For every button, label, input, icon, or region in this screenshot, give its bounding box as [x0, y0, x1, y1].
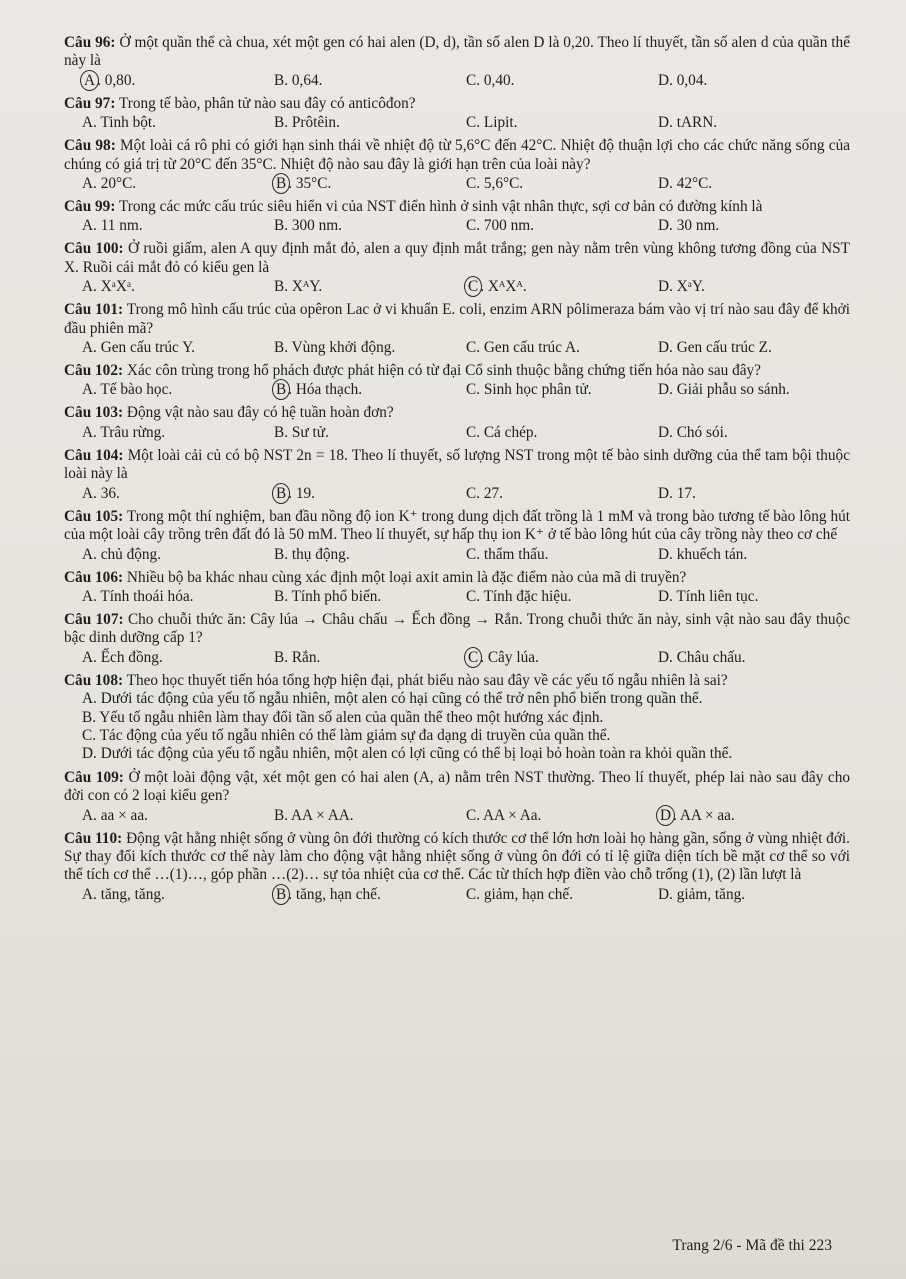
answer-option-text: B. XᴬY.: [274, 278, 323, 296]
question-text: Ở ruồi giấm, alen A quy định mắt đỏ, alen a quy định mắt trắng; gen này nằm trên vùng không tương đồng của NST X. Ruồi cái mắt đỏ có kiểu gen là: [64, 240, 850, 276]
question-stem: [64, 447, 850, 484]
question-stem: [64, 34, 850, 71]
answer-option-text: D. giảm, tăng.: [658, 885, 746, 903]
answer-option-text: B . 35°C.: [274, 175, 331, 192]
answer-option-text: D. 30 nm.: [658, 217, 720, 235]
answer-option-text: A. 20°C.: [82, 175, 137, 193]
answer-option: [274, 545, 466, 564]
hand-drawn-circle-mark: B: [272, 483, 290, 504]
answer-option-text: B. Rắn.: [274, 648, 321, 666]
answer-option: [82, 885, 274, 904]
answer-options: [64, 484, 850, 503]
question-number: Câu 109:: [64, 768, 124, 786]
answer-option-text: B. thụ động.: [274, 545, 350, 563]
answer-option: [466, 423, 658, 442]
answer-option-text: B . Hóa thạch.: [274, 381, 362, 398]
answer-option-text: C. Gen cấu trúc A.: [466, 339, 580, 357]
answer-option: [466, 71, 658, 90]
question-text: Cho chuỗi thức ăn: Cây lúa → Châu chấu → Ếch đồng → Rắn. Trong chuỗi thức ăn này, sinh vật nào sau đây thuộc bậc dinh dưỡng cấp 1?: [64, 610, 851, 647]
question-block: [64, 198, 850, 235]
question-text: Một loài cải củ có bộ NST 2n = 18. Theo lí thuyết, số lượng NST trong một tế bào sinh dưỡng của thể tam bội thuộc loài này là: [64, 446, 850, 483]
question-text: Ở một quần thể cà chua, xét một gen có hai alen (D, d), tần số alen D là 0,20. Theo lí thuyết, tần số alen d của quần thể này là: [64, 34, 850, 70]
answer-option-text: D. Châu chấu.: [658, 648, 746, 666]
answer-option-text: B. Prôtêin.: [274, 114, 340, 132]
answer-option-text: C. Sinh học phân tử.: [466, 381, 592, 399]
question-number: Câu 98:: [64, 137, 116, 155]
question-number: Câu 101:: [64, 301, 124, 319]
question-stem: [64, 137, 850, 174]
question-stem: [64, 95, 850, 113]
question-number: Câu 108:: [64, 671, 124, 689]
answer-option-text: D. Tính liên tục.: [658, 587, 759, 605]
hand-drawn-circle-mark: C: [464, 647, 482, 668]
hand-drawn-circle-mark: A: [80, 70, 99, 91]
question-block: [64, 34, 850, 90]
answer-option-text: B . 19.: [274, 485, 315, 502]
answer-options: [64, 338, 850, 357]
answer-option-text: B. Tính phổ biến.: [274, 587, 382, 605]
answer-option: [658, 885, 850, 904]
answer-option: [658, 806, 850, 825]
answer-option-text: C. Cá chép.: [466, 423, 538, 441]
hand-drawn-circle-mark: C: [464, 276, 482, 297]
question-text: Động vật nào sau đây có hệ tuần hoàn đơn?: [126, 404, 394, 422]
hand-drawn-circle-mark: B: [272, 173, 290, 194]
answer-option: [82, 484, 274, 503]
answer-option-text: A. Trâu rừng.: [82, 423, 166, 441]
question-number: Câu 102:: [64, 362, 124, 380]
answer-option-text: C . Cây lúa.: [466, 649, 539, 666]
question-number: Câu 97:: [64, 94, 116, 112]
answer-option-text: A. XᵃXᵃ.: [82, 278, 135, 296]
answer-option: [658, 484, 850, 503]
answer-option: [658, 277, 850, 296]
answer-options: [64, 174, 850, 193]
answer-option-text: C. 0,40.: [466, 71, 515, 89]
answer-option: [658, 587, 850, 606]
answer-option: [274, 885, 466, 904]
answer-option: [274, 113, 466, 132]
question-text: Ở một loài động vật, xét một gen có hai alen (A, a) nằm trên NST thường. Theo lí thuyết, phép lai nào sau đây cho đời con có 2 loại kiểu gen?: [64, 768, 851, 805]
question-number: Câu 110:: [64, 829, 123, 847]
answer-option: [466, 587, 658, 606]
answer-option: [82, 216, 274, 235]
question-number: Câu 104:: [64, 446, 124, 464]
answer-option: [466, 648, 658, 667]
answer-option-text: D. 42°C.: [658, 175, 713, 193]
answer-option: [274, 338, 466, 357]
question-stem: [64, 611, 850, 648]
answer-options: [64, 277, 850, 296]
answer-option: [658, 71, 850, 90]
question-text: Trong mô hình cấu trúc của opêron Lac ở vi khuẩn E. coli, enzim ARN pôlimeraza bám vào vị trí nào sau đây để khởi đầu phiên mã?: [64, 301, 850, 337]
question-text: Động vật hằng nhiệt sống ở vùng ôn đới thường có kích thước cơ thể lớn hơn loài họ hàng gần, sống ở vùng nhiệt đới. Sự thay đổi kích thước cơ thể này làm cho động vật hằng nhiệt sống ở vùng ôn đới có tỉ lệ giữa diện tích bề mặt cơ thể so với thể tích cơ thể …(1)…, góp phần …(2)… sự tỏa nhiệt của cơ thể. Các từ thích hợp điền vào chỗ trống (1), (2) lần lượt là: [64, 829, 850, 884]
answer-option: [466, 113, 658, 132]
answer-option: [658, 423, 850, 442]
answer-option-text: A. 36.: [82, 484, 120, 502]
answer-option-text: D. tARN.: [658, 114, 718, 132]
answer-option-text: B. Sư tử.: [274, 423, 329, 441]
answer-option: [658, 113, 850, 132]
question-text: Nhiều bộ ba khác nhau cùng xác định một loại axit amin là đặc điểm nào của mã di truyền?: [126, 568, 687, 586]
answer-option-text: C. 5,6°C.: [466, 175, 524, 193]
question-text: Trong tế bào, phân tử nào sau đây có anticôđon?: [118, 94, 416, 112]
answer-option: [82, 380, 274, 399]
answer-options: [64, 423, 850, 442]
answer-option: [466, 216, 658, 235]
answer-option-text: B. Vùng khởi động.: [274, 339, 396, 357]
answer-options: [64, 885, 850, 904]
answer-option-text: D. 0,04.: [658, 71, 708, 89]
question-text: Theo học thuyết tiến hóa tổng hợp hiện đại, phát biểu nào sau đây về các yếu tố ngẫu nhiên là sai?: [126, 671, 728, 689]
answer-option: [274, 423, 466, 442]
answer-option: [658, 338, 850, 357]
answer-option-text: B. AA × AA.: [274, 806, 354, 824]
question-block: [64, 672, 850, 764]
answer-option: [658, 216, 850, 235]
answer-options: [64, 113, 850, 132]
question-number: Câu 103:: [64, 404, 124, 422]
question-number: Câu 107:: [64, 610, 124, 628]
question-list: [64, 34, 850, 904]
question-stem: [64, 569, 850, 587]
answer-option-text: A. 11 nm.: [82, 217, 143, 235]
answer-option: [82, 71, 274, 90]
answer-option-text: D. XᵃY.: [658, 278, 705, 296]
answer-option: [466, 806, 658, 825]
question-block: [64, 137, 850, 193]
answer-option-text: A. chủ động.: [82, 545, 162, 563]
answer-option: [82, 648, 274, 667]
answer-option-text: A. Tế bào học.: [82, 381, 173, 399]
question-number: Câu 105:: [64, 507, 124, 525]
answer-option-text: A. Tinh bột.: [82, 114, 156, 132]
hand-drawn-circle-mark: B: [272, 884, 290, 905]
question-block: [64, 508, 850, 564]
answer-option: [274, 587, 466, 606]
question-number: Câu 96:: [64, 34, 116, 51]
question-block: [64, 569, 850, 606]
answer-option: [274, 648, 466, 667]
answer-option-text: D. 17.: [658, 484, 696, 502]
answer-option-text: C. giảm, hạn chế.: [466, 885, 574, 903]
question-number: Câu 106:: [64, 568, 124, 586]
answer-option: [82, 806, 274, 825]
answer-option-text: D. Chó sói.: [658, 423, 728, 441]
question-stem: [64, 672, 850, 690]
answer-options: [64, 71, 850, 90]
question-block: [64, 240, 850, 296]
answer-option: [274, 484, 466, 503]
answer-option: [82, 174, 274, 193]
question-stem: [64, 362, 850, 380]
question-number: Câu 100:: [64, 240, 124, 258]
question-stem: [64, 830, 850, 885]
question-text: Một loài cá rô phi có giới hạn sinh thái về nhiệt độ từ 5,6°C đến 42°C. Nhiệt độ thuận lợi cho các chức năng sống của chúng có giá trị từ 20°C đến 35°C. Nhiệt độ nào sau đây là giới hạn trên của loài này?: [64, 137, 851, 173]
page-footer: Trang 2/6 - Mã đề thi 223: [672, 1237, 832, 1254]
answer-option: [82, 545, 274, 564]
answer-options: [64, 216, 850, 235]
answer-option-text: D. khuếch tán.: [658, 545, 748, 563]
answer-option-text: D. Giải phẫu so sánh.: [658, 381, 790, 399]
question-stem: [64, 198, 850, 216]
answer-option: [274, 806, 466, 825]
answer-statement: A. Dưới tác động của yếu tố ngẫu nhiên, một alen có hại cũng có thể trở nên phổ biến trong quần thể.: [82, 690, 703, 708]
answer-options: [64, 587, 850, 606]
question-stem: [64, 404, 850, 422]
answer-options: [64, 648, 850, 667]
answer-option-text: D. Gen cấu trúc Z.: [658, 339, 772, 357]
answer-option: [274, 277, 466, 296]
question-stem: [64, 769, 850, 806]
answer-option-text: B. 300 nm.: [274, 217, 342, 235]
question-text: Xác côn trùng trong hổ phách được phát hiện có từ đại Cổ sinh thuộc bằng chứng tiến hóa nào sau đây?: [126, 362, 761, 380]
question-block: [64, 447, 850, 503]
answer-option: [274, 216, 466, 235]
answer-statement: B. Yếu tố ngẫu nhiên làm thay đổi tần số alen của quần thể theo một hướng xác định.: [82, 708, 604, 726]
answer-option: [658, 545, 850, 564]
question-block: [64, 404, 850, 441]
question-block: [64, 95, 850, 132]
answer-option-text: C. Lipit.: [466, 114, 518, 132]
answer-options: [64, 545, 850, 564]
answer-statement: C. Tác động của yếu tố ngẫu nhiên có thể làm giảm sự đa dạng di truyền của quần thể.: [82, 726, 611, 744]
answer-option: [274, 71, 466, 90]
question-text: Trong một thí nghiệm, ban đầu nồng độ ion K⁺ trong dung dịch đất trồng là 1 mM và trong bào tương tế bào lông hút của một loài cây trồng trên đất đó là 50 mM. Theo lí thuyết, sự hấp thụ ion K⁺ ở tế bào lông hút của cây trồng này theo cơ chế: [64, 507, 850, 544]
answer-option: [658, 648, 850, 667]
question-number: Câu 99:: [64, 198, 116, 216]
answer-option-text: B . tăng, hạn chế.: [274, 886, 381, 903]
answer-option-text: C. 700 nm.: [466, 217, 534, 235]
answer-option: [466, 277, 658, 296]
answer-option: [466, 174, 658, 193]
answer-option: [82, 113, 274, 132]
answer-option: [466, 380, 658, 399]
answer-option-text: A. aa × aa.: [82, 806, 148, 824]
answer-option: [466, 484, 658, 503]
answer-option: [466, 338, 658, 357]
answer-option-text: A . 0,80.: [82, 72, 135, 89]
answer-option-text: D . AA × aa.: [658, 807, 735, 824]
answer-option-text: C . XᴬXᴬ.: [466, 278, 527, 295]
answer-option-text: C. Tính đặc hiệu.: [466, 587, 572, 605]
question-text: Trong các mức cấu trúc siêu hiển vi của NST điển hình ở sinh vật nhân thực, sợi cơ bản có đường kính là: [118, 198, 763, 216]
answer-option: [82, 587, 274, 606]
answer-option-text: A. tăng, tăng.: [82, 885, 165, 903]
answer-option: [466, 545, 658, 564]
answer-option-text: B. 0,64.: [274, 71, 323, 89]
question-block: [64, 362, 850, 399]
answer-option: [466, 885, 658, 904]
answer-option-text: A. Gen cấu trúc Y.: [82, 339, 195, 357]
answer-option-text: C. 27.: [466, 484, 503, 502]
question-block: [64, 611, 850, 667]
answer-option: [658, 380, 850, 399]
question-block: [64, 301, 850, 357]
answer-option-text: C. thẩm thấu.: [466, 545, 549, 563]
question-block: [64, 830, 850, 904]
answer-statement: D. Dưới tác động của yếu tố ngẫu nhiên, một alen có lợi cũng có thể bị loại bỏ hoàn toàn ra khỏi quần thể.: [82, 745, 733, 763]
answer-options: [64, 806, 850, 825]
question-block: [64, 769, 850, 825]
answer-option: [82, 423, 274, 442]
hand-drawn-circle-mark: D: [656, 805, 675, 826]
hand-drawn-circle-mark: B: [272, 379, 290, 400]
answer-option: [658, 174, 850, 193]
question-stem: [64, 508, 850, 545]
answer-statements: [64, 690, 850, 764]
answer-options: [64, 380, 850, 399]
question-stem: [64, 240, 850, 277]
answer-option-text: C. AA × Aa.: [466, 806, 542, 824]
answer-option-text: A. Tính thoái hóa.: [82, 587, 194, 605]
answer-option: [82, 277, 274, 296]
answer-option: [274, 174, 466, 193]
answer-option: [274, 380, 466, 399]
question-stem: [64, 301, 850, 338]
answer-option: [82, 338, 274, 357]
answer-option-text: A. Ếch đồng.: [82, 648, 163, 666]
